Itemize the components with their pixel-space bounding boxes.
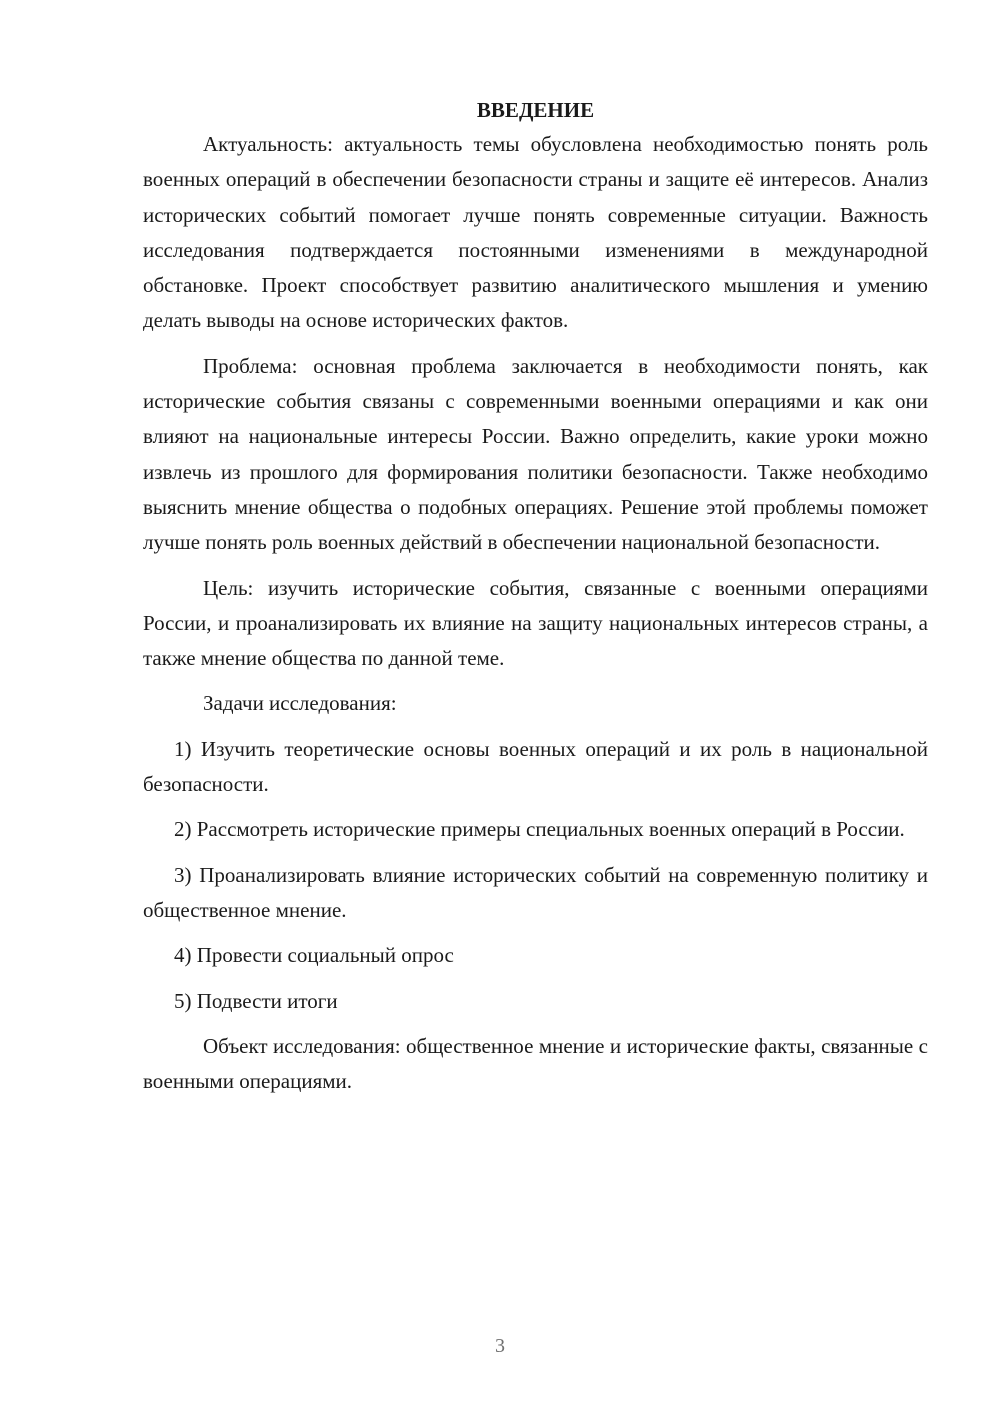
paragraph-relevance: Актуальность: актуальность темы обусловлена необходимостью понять роль военных операций в обеспечении безопасности страны и защите её интересов. Анализ исторических событий помогает лучше понять современные ситуации. Важность исследования подтверждается постоянными изменениями в международной обстановке. Проект способствует развитию аналитического мышления и умению делать выводы на основе исторических фактов. <box>143 132 928 333</box>
list-item: 5) Подвести итоги <box>174 988 338 1013</box>
tasks-heading: Задачи исследования: <box>203 691 397 716</box>
page-title: ВВЕДЕНИЕ <box>476 98 595 122</box>
list-item: 4) Провести социальный опрос <box>174 943 454 968</box>
paragraph-object: Объект исследования: общественное мнение и исторические факты, связанные с военными операциями. <box>143 1033 928 1094</box>
paragraph-problem: Проблема: основная проблема заключается в необходимости понять, как исторические события связаны с современными военными операциями и как они влияют на национальные интересы России. Важно определить, какие уроки можно извлечь из прошлого для формирования политики безопасности. Также необходимо выяснить мнение общества о подобных операциях. Решение этой проблемы поможет лучше понять роль военных действий в обеспечении национальной безопасности. <box>143 353 928 555</box>
list-item: 1) Изучить теоретические основы военных операций и их роль в национальной безопасности. <box>143 736 928 797</box>
paragraph-goal: Цель: изучить исторические события, связанные с военными операциями России, и проанализировать их влияние на защиту национальных интересов страны, а также мнение общества по данной теме. <box>143 575 928 671</box>
document-page <box>143 95 928 1099</box>
list-item: 2) Рассмотреть исторические примеры специальных военных операций в России. <box>174 817 905 842</box>
page-number: 3 <box>495 1335 505 1357</box>
list-item: 3) Проанализировать влияние исторических событий на современную политику и общественное мнение. <box>143 862 928 922</box>
tasks-list <box>143 732 928 1019</box>
